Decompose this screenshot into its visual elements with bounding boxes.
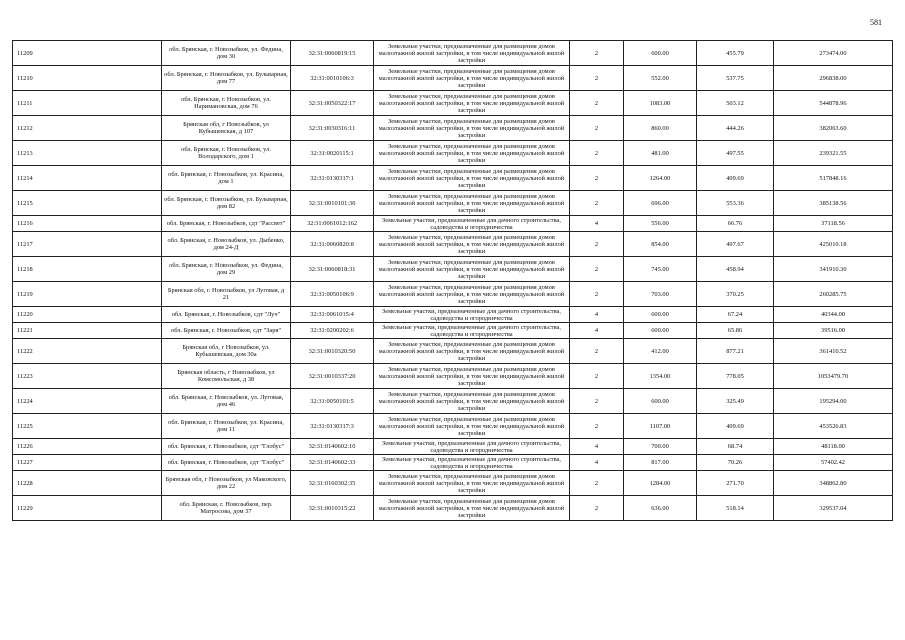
table-row bbox=[13, 66, 893, 91]
specific-value-cell: 503.12 bbox=[697, 91, 774, 116]
area-cell: 854.00 bbox=[624, 232, 697, 257]
address-cell: Брянская обл, г Новозыбков, ул Маковского, дом 22 bbox=[162, 471, 291, 496]
cadastral-number-cell: 32:31:0060818:31 bbox=[291, 257, 374, 282]
specific-value-cell: 409.69 bbox=[697, 166, 774, 191]
specific-value-cell: 497.55 bbox=[697, 141, 774, 166]
area-cell: 1264.00 bbox=[624, 166, 697, 191]
land-purpose-cell: Земельные участки, предназначенные для размещения домов малоэтажной жилой застройки, в том числе индивидуальной жилой застройки bbox=[374, 389, 570, 414]
table-row bbox=[13, 455, 893, 471]
address-cell: обл. Брянская, г. Новозыбков, пер. Матросова, дом 37 bbox=[162, 496, 291, 521]
area-cell: 552.00 bbox=[624, 66, 697, 91]
specific-value-cell: 455.79 bbox=[697, 41, 774, 66]
address-cell: обл. Брянская, г. Новозыбков, ул. Красина, дом 11 bbox=[162, 414, 291, 439]
land-purpose-cell: Земельные участки, предназначенные для дачного строительства, садоводства и огородничества bbox=[374, 323, 570, 339]
table-row bbox=[13, 232, 893, 257]
group-cell: 4 bbox=[570, 455, 624, 471]
cadastral-value-cell: 239321.55 bbox=[774, 141, 893, 166]
group-cell: 2 bbox=[570, 282, 624, 307]
table-row bbox=[13, 307, 893, 323]
specific-value-cell: 67.24 bbox=[697, 307, 774, 323]
land-purpose-cell: Земельные участки, предназначенные для размещения домов малоэтажной жилой застройки, в том числе индивидуальной жилой застройки bbox=[374, 257, 570, 282]
area-cell: 600.00 bbox=[624, 41, 697, 66]
cadastral-value-cell: 39516.00 bbox=[774, 323, 893, 339]
area-cell: 481.00 bbox=[624, 141, 697, 166]
area-cell: 860.00 bbox=[624, 116, 697, 141]
cadastral-number-cell: 32:31:0060819:15 bbox=[291, 41, 374, 66]
cadastral-value-cell: 385138.56 bbox=[774, 191, 893, 216]
cadastral-number-cell: 32:31:0140602:33 bbox=[291, 455, 374, 471]
page-number: 581 bbox=[870, 18, 882, 27]
specific-value-cell: 370.25 bbox=[697, 282, 774, 307]
specific-value-cell: 518.14 bbox=[697, 496, 774, 521]
group-cell: 2 bbox=[570, 66, 624, 91]
table-body bbox=[13, 41, 893, 521]
specific-value-cell: 66.76 bbox=[697, 216, 774, 232]
table-row bbox=[13, 257, 893, 282]
address-cell: Брянская обл, г. Новозыбков, ул Луговая, д 21 bbox=[162, 282, 291, 307]
group-cell: 2 bbox=[570, 257, 624, 282]
address-cell: обл. Брянская, г. Новозыбков, ул. Красина, дом 1 bbox=[162, 166, 291, 191]
land-purpose-cell: Земельные участки, предназначенные для размещения домов малоэтажной жилой застройки, в том числе индивидуальной жилой застройки bbox=[374, 282, 570, 307]
specific-value-cell: 325.49 bbox=[697, 389, 774, 414]
row-id-cell: 11227 bbox=[13, 455, 162, 471]
row-id-cell: 11211 bbox=[13, 91, 162, 116]
cadastral-value-cell: 361410.52 bbox=[774, 339, 893, 364]
area-cell: 1284.00 bbox=[624, 471, 697, 496]
cadastral-number-cell: 32:31:0061015:4 bbox=[291, 307, 374, 323]
cadastral-value-cell: 40344.00 bbox=[774, 307, 893, 323]
table-row bbox=[13, 414, 893, 439]
group-cell: 2 bbox=[570, 364, 624, 389]
group-cell: 2 bbox=[570, 116, 624, 141]
group-cell: 4 bbox=[570, 307, 624, 323]
cadastral-value-cell: 1053479.70 bbox=[774, 364, 893, 389]
address-cell: обл. Брянская, г. Новозыбков, сдт "Глобус" bbox=[162, 439, 291, 455]
cadastral-number-cell: 32:31:0010315:22 bbox=[291, 496, 374, 521]
specific-value-cell: 553.36 bbox=[697, 191, 774, 216]
specific-value-cell: 409.69 bbox=[697, 414, 774, 439]
row-id-cell: 11212 bbox=[13, 116, 162, 141]
area-cell: 636.00 bbox=[624, 496, 697, 521]
cadastral-value-cell: 517848.16 bbox=[774, 166, 893, 191]
specific-value-cell: 444.26 bbox=[697, 116, 774, 141]
address-cell: обл. Брянская, г. Новозыбков, сдт "Луч" bbox=[162, 307, 291, 323]
cadastral-number-cell: 32:31:0030316:11 bbox=[291, 116, 374, 141]
address-cell: обл. Брянская, г. Новозыбков, сдт "Заря" bbox=[162, 323, 291, 339]
address-cell: обл. Брянская, г. Новозыбков, сдт "Рассвет" bbox=[162, 216, 291, 232]
group-cell: 2 bbox=[570, 191, 624, 216]
cadastral-number-cell: 32:31:0050101:5 bbox=[291, 389, 374, 414]
area-cell: 817.00 bbox=[624, 455, 697, 471]
land-purpose-cell: Земельные участки, предназначенные для размещения домов малоэтажной жилой застройки, в том числе индивидуальной жилой застройки bbox=[374, 191, 570, 216]
row-id-cell: 11217 bbox=[13, 232, 162, 257]
specific-value-cell: 70.26 bbox=[697, 455, 774, 471]
specific-value-cell: 537.75 bbox=[697, 66, 774, 91]
table-row bbox=[13, 496, 893, 521]
cadastral-number-cell: 32:31:0010106:3 bbox=[291, 66, 374, 91]
cadastral-value-cell: 341910.30 bbox=[774, 257, 893, 282]
table-row bbox=[13, 91, 893, 116]
table-row bbox=[13, 191, 893, 216]
table-row bbox=[13, 471, 893, 496]
area-cell: 745.00 bbox=[624, 257, 697, 282]
cadastral-value-cell: 57402.42 bbox=[774, 455, 893, 471]
cadastral-value-cell: 453526.83 bbox=[774, 414, 893, 439]
row-id-cell: 11215 bbox=[13, 191, 162, 216]
land-purpose-cell: Земельные участки, предназначенные для размещения домов малоэтажной жилой застройки, в том числе индивидуальной жилой застройки bbox=[374, 91, 570, 116]
row-id-cell: 11225 bbox=[13, 414, 162, 439]
address-cell: обл. Брянская, г. Новозыбков, ул. Володарского, дом 1 bbox=[162, 141, 291, 166]
address-cell: обл. Брянская, г. Новозыбков, ул. Дыбенко, дом 24-Д bbox=[162, 232, 291, 257]
land-purpose-cell: Земельные участки, предназначенные для размещения домов малоэтажной жилой застройки, в том числе индивидуальной жилой застройки bbox=[374, 66, 570, 91]
cadastral-value-cell: 348862.80 bbox=[774, 471, 893, 496]
group-cell: 4 bbox=[570, 216, 624, 232]
cadastral-number-cell: 32:31:0020115:1 bbox=[291, 141, 374, 166]
row-id-cell: 11216 bbox=[13, 216, 162, 232]
cadastral-value-cell: 329537.04 bbox=[774, 496, 893, 521]
row-id-cell: 11222 bbox=[13, 339, 162, 364]
group-cell: 2 bbox=[570, 91, 624, 116]
address-cell: обл. Брянская, г. Новозыбков, ул. Луговая, дом 46 bbox=[162, 389, 291, 414]
group-cell: 2 bbox=[570, 339, 624, 364]
land-purpose-cell: Земельные участки, предназначенные для размещения домов малоэтажной жилой застройки, в том числе индивидуальной жилой застройки bbox=[374, 141, 570, 166]
cadastral-number-cell: 32:31:0130317:1 bbox=[291, 166, 374, 191]
cadastral-number-cell: 32:31:0061012:162 bbox=[291, 216, 374, 232]
land-register-table bbox=[12, 40, 893, 521]
cadastral-value-cell: 544878.96 bbox=[774, 91, 893, 116]
land-purpose-cell: Земельные участки, предназначенные для дачного строительства, садоводства и огородничества bbox=[374, 439, 570, 455]
table-row bbox=[13, 364, 893, 389]
group-cell: 2 bbox=[570, 41, 624, 66]
cadastral-value-cell: 382063.60 bbox=[774, 116, 893, 141]
land-purpose-cell: Земельные участки, предназначенные для размещения домов малоэтажной жилой застройки, в том числе индивидуальной жилой застройки bbox=[374, 41, 570, 66]
specific-value-cell: 877.21 bbox=[697, 339, 774, 364]
table-row bbox=[13, 116, 893, 141]
land-purpose-cell: Земельные участки, предназначенные для размещения домов малоэтажной жилой застройки, в том числе индивидуальной жилой застройки bbox=[374, 166, 570, 191]
address-cell: Брянская область, г Новозыбков, ул Комсомольская, д 38 bbox=[162, 364, 291, 389]
address-cell: обл. Брянская, г. Новозыбков, ул. Федина, дом 29 bbox=[162, 257, 291, 282]
group-cell: 2 bbox=[570, 414, 624, 439]
area-cell: 600.00 bbox=[624, 389, 697, 414]
specific-value-cell: 497.67 bbox=[697, 232, 774, 257]
area-cell: 1354.00 bbox=[624, 364, 697, 389]
row-id-cell: 11209 bbox=[13, 41, 162, 66]
row-id-cell: 11220 bbox=[13, 307, 162, 323]
cadastral-number-cell: 32:31:0160302:35 bbox=[291, 471, 374, 496]
area-cell: 1107.00 bbox=[624, 414, 697, 439]
area-cell: 600.00 bbox=[624, 307, 697, 323]
table-row bbox=[13, 166, 893, 191]
address-cell: обл. Брянская, г. Новозыбков, сдт "Глобус" bbox=[162, 455, 291, 471]
cadastral-number-cell: 32:31:0010337:20 bbox=[291, 364, 374, 389]
land-purpose-cell: Земельные участки, предназначенные для размещения домов малоэтажной жилой застройки, в том числе индивидуальной жилой застройки bbox=[374, 116, 570, 141]
land-purpose-cell: Земельные участки, предназначенные для размещения домов малоэтажной жилой застройки, в том числе индивидуальной жилой застройки bbox=[374, 339, 570, 364]
row-id-cell: 11224 bbox=[13, 389, 162, 414]
cadastral-number-cell: 32:31:0200202:6 bbox=[291, 323, 374, 339]
land-purpose-cell: Земельные участки, предназначенные для размещения домов малоэтажной жилой застройки, в том числе индивидуальной жилой застройки bbox=[374, 496, 570, 521]
land-purpose-cell: Земельные участки, предназначенные для размещения домов малоэтажной жилой застройки, в том числе индивидуальной жилой застройки bbox=[374, 364, 570, 389]
cadastral-value-cell: 195294.00 bbox=[774, 389, 893, 414]
group-cell: 4 bbox=[570, 323, 624, 339]
specific-value-cell: 458.94 bbox=[697, 257, 774, 282]
land-purpose-cell: Земельные участки, предназначенные для размещения домов малоэтажной жилой застройки, в том числе индивидуальной жилой застройки bbox=[374, 471, 570, 496]
table-row bbox=[13, 41, 893, 66]
land-purpose-cell: Земельные участки, предназначенные для дачного строительства, садоводства и огородничества bbox=[374, 455, 570, 471]
row-id-cell: 11221 bbox=[13, 323, 162, 339]
cadastral-number-cell: 32:31:0010320:50 bbox=[291, 339, 374, 364]
cadastral-value-cell: 48118.00 bbox=[774, 439, 893, 455]
specific-value-cell: 271.70 bbox=[697, 471, 774, 496]
specific-value-cell: 778.05 bbox=[697, 364, 774, 389]
table-row bbox=[13, 282, 893, 307]
cadastral-value-cell: 273474.00 bbox=[774, 41, 893, 66]
table-row bbox=[13, 339, 893, 364]
address-cell: обл. Брянская, г. Новозыбков, ул. Бульварная, дом 77 bbox=[162, 66, 291, 91]
group-cell: 2 bbox=[570, 166, 624, 191]
group-cell: 2 bbox=[570, 141, 624, 166]
address-cell: Брянская обл, г Новозыбков, ул. Кубышевская, дом 30а bbox=[162, 339, 291, 364]
address-cell: обл. Брянская, г. Новозыбков, ул. Наримановская, дом 76 bbox=[162, 91, 291, 116]
table-row bbox=[13, 216, 893, 232]
row-id-cell: 11229 bbox=[13, 496, 162, 521]
row-id-cell: 11218 bbox=[13, 257, 162, 282]
group-cell: 2 bbox=[570, 471, 624, 496]
table-row bbox=[13, 389, 893, 414]
row-id-cell: 11214 bbox=[13, 166, 162, 191]
cadastral-number-cell: 32:31:0050106:9 bbox=[291, 282, 374, 307]
row-id-cell: 11210 bbox=[13, 66, 162, 91]
area-cell: 700.00 bbox=[624, 439, 697, 455]
address-cell: Брянская обл, г Новозыбков, ул Кубышевская, д 107 bbox=[162, 116, 291, 141]
row-id-cell: 11228 bbox=[13, 471, 162, 496]
group-cell: 2 bbox=[570, 232, 624, 257]
table-row bbox=[13, 323, 893, 339]
cadastral-number-cell: 32:31:0050322:17 bbox=[291, 91, 374, 116]
row-id-cell: 11213 bbox=[13, 141, 162, 166]
address-cell: обл. Брянская, г. Новозыбков, ул. Бульварная, дом 82 bbox=[162, 191, 291, 216]
cadastral-value-cell: 260285.75 bbox=[774, 282, 893, 307]
cadastral-number-cell: 32:31:0130317:3 bbox=[291, 414, 374, 439]
specific-value-cell: 65.86 bbox=[697, 323, 774, 339]
row-id-cell: 11219 bbox=[13, 282, 162, 307]
cadastral-number-cell: 32:31:0060820:8 bbox=[291, 232, 374, 257]
land-purpose-cell: Земельные участки, предназначенные для дачного строительства, садоводства и огородничества bbox=[374, 216, 570, 232]
cadastral-number-cell: 32:31:0010101:30 bbox=[291, 191, 374, 216]
cadastral-number-cell: 32:31:0140602:10 bbox=[291, 439, 374, 455]
area-cell: 600.00 bbox=[624, 323, 697, 339]
cadastral-value-cell: 425010.18 bbox=[774, 232, 893, 257]
area-cell: 412.00 bbox=[624, 339, 697, 364]
area-cell: 1083.00 bbox=[624, 91, 697, 116]
address-cell: обл. Брянская, г. Новозыбков, ул. Федина, дом 30 bbox=[162, 41, 291, 66]
table-row bbox=[13, 439, 893, 455]
table-row bbox=[13, 141, 893, 166]
area-cell: 703.00 bbox=[624, 282, 697, 307]
cadastral-value-cell: 296838.00 bbox=[774, 66, 893, 91]
area-cell: 696.00 bbox=[624, 191, 697, 216]
cadastral-value-cell: 37118.56 bbox=[774, 216, 893, 232]
group-cell: 4 bbox=[570, 439, 624, 455]
group-cell: 2 bbox=[570, 389, 624, 414]
area-cell: 556.00 bbox=[624, 216, 697, 232]
land-purpose-cell: Земельные участки, предназначенные для размещения домов малоэтажной жилой застройки, в том числе индивидуальной жилой застройки bbox=[374, 414, 570, 439]
land-purpose-cell: Земельные участки, предназначенные для размещения домов малоэтажной жилой застройки, в том числе индивидуальной жилой застройки bbox=[374, 232, 570, 257]
row-id-cell: 11223 bbox=[13, 364, 162, 389]
group-cell: 2 bbox=[570, 496, 624, 521]
specific-value-cell: 68.74 bbox=[697, 439, 774, 455]
land-purpose-cell: Земельные участки, предназначенные для дачного строительства, садоводства и огородничества bbox=[374, 307, 570, 323]
row-id-cell: 11226 bbox=[13, 439, 162, 455]
